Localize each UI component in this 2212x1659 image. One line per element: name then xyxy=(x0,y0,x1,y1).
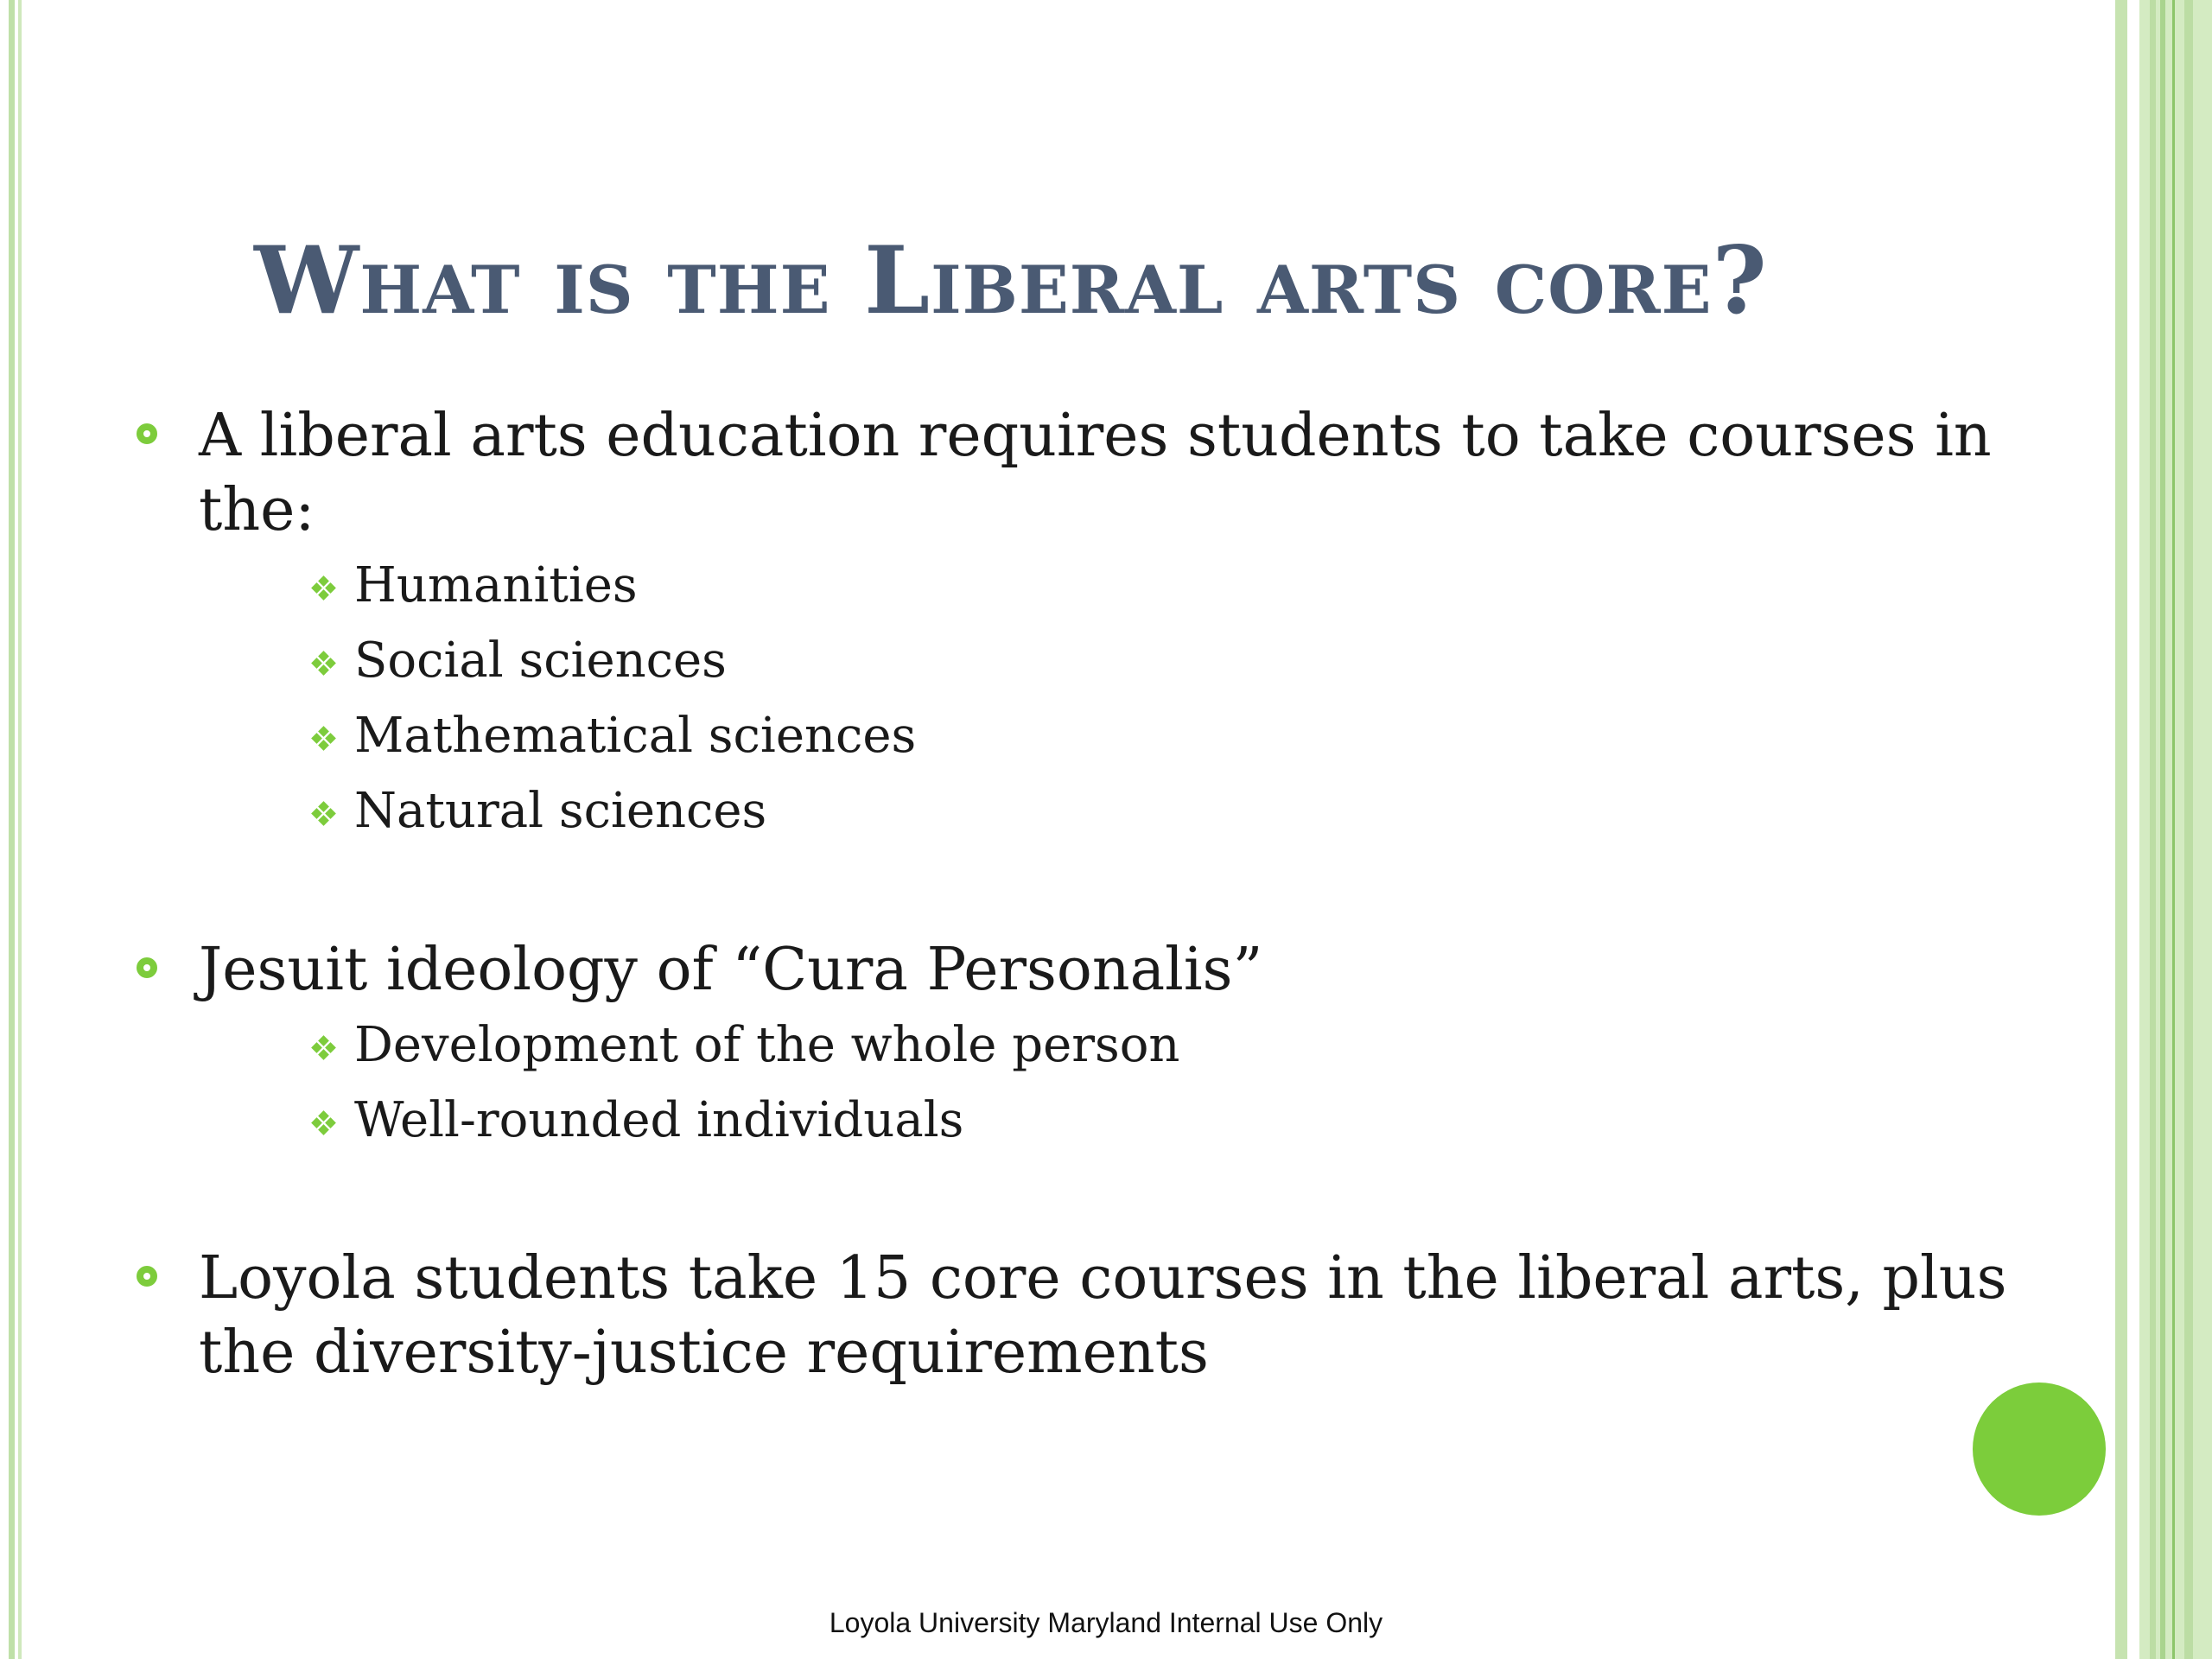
bullet-text: Jesuit ideology of “Cura Personalis” xyxy=(199,936,1263,1004)
right-border-stripe xyxy=(2150,0,2156,1659)
footer-text: Loyola University Maryland Internal Use Only xyxy=(829,1607,1383,1638)
sub-bullet-text: Mathematical sciences xyxy=(354,708,917,764)
diamond-bullet-icon xyxy=(313,1037,335,1059)
bullet-cura-personalis xyxy=(130,933,2013,1007)
green-circle-decoration xyxy=(1973,1382,2106,1516)
sub-bullet xyxy=(130,548,2013,623)
bullet-core-courses xyxy=(130,1242,2013,1390)
slide-body xyxy=(130,399,2013,1390)
sub-bullet xyxy=(130,698,2013,773)
slide-title: What is the Liberal arts core? xyxy=(254,226,1768,335)
diamond-bullet-icon xyxy=(313,728,335,750)
sub-bullet-text: Humanities xyxy=(354,557,638,613)
ring-bullet-icon xyxy=(137,1266,157,1287)
sub-bullet xyxy=(130,1083,2013,1158)
diamond-bullet-icon xyxy=(313,577,335,600)
diamond-bullet-icon xyxy=(313,652,335,675)
right-border-stripe xyxy=(2160,0,2165,1659)
right-border-stripe xyxy=(2172,0,2175,1659)
sub-bullet-text: Well-rounded individuals xyxy=(354,1092,964,1148)
sub-bullet-text: Natural sciences xyxy=(354,783,767,839)
ring-bullet-icon xyxy=(137,957,157,978)
sub-bullet xyxy=(130,1007,2013,1083)
sub-bullet-text: Development of the whole person xyxy=(354,1017,1180,1073)
sub-bullet-text: Social sciences xyxy=(354,632,727,689)
right-border-stripe xyxy=(2115,0,2127,1659)
ring-bullet-icon xyxy=(137,423,157,444)
bullet-text: Loyola students take 15 core courses in the liberal arts, plus the diversity-justice requirements xyxy=(199,1244,2007,1387)
diamond-bullet-icon xyxy=(313,1112,335,1135)
sub-bullet xyxy=(130,773,2013,849)
diamond-bullet-icon xyxy=(313,803,335,825)
sub-bullet xyxy=(130,623,2013,698)
bullet-text: A liberal arts education requires students to take courses in the: xyxy=(199,402,1992,544)
right-border-stripe xyxy=(2184,0,2193,1659)
bullet-liberal-arts xyxy=(130,399,2013,548)
